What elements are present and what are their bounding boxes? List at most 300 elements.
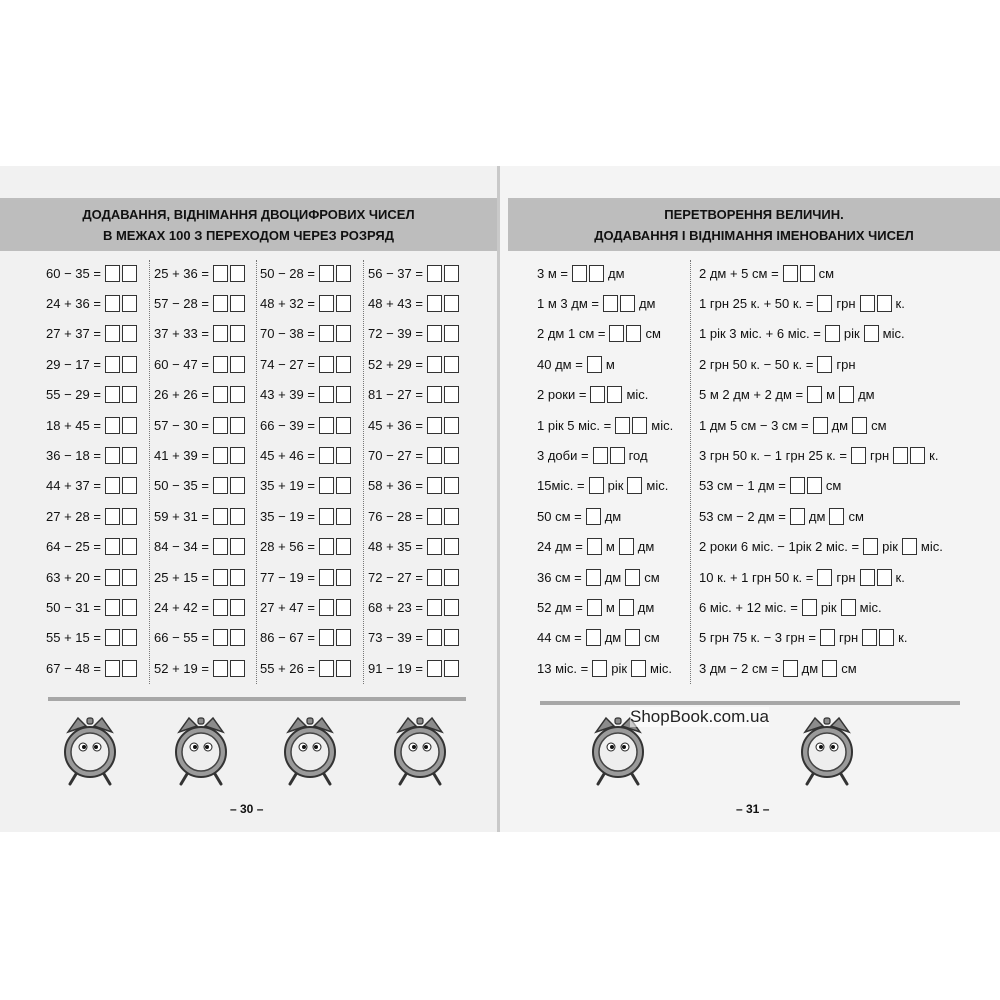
right-divider bbox=[540, 701, 960, 705]
answer-box[interactable] bbox=[319, 295, 334, 312]
answer-box[interactable] bbox=[813, 417, 828, 434]
exercise-row bbox=[46, 566, 137, 588]
answer-box[interactable] bbox=[620, 295, 635, 312]
exercise-text: дм bbox=[858, 387, 875, 403]
exercise-text: 35 − 19 = bbox=[260, 508, 315, 524]
answer-box[interactable] bbox=[444, 660, 459, 677]
answer-box[interactable] bbox=[105, 447, 120, 464]
exercise-text: см bbox=[644, 630, 660, 646]
answer-box[interactable] bbox=[122, 295, 137, 312]
answer-box[interactable] bbox=[427, 265, 442, 282]
exercise-row bbox=[368, 627, 459, 649]
answer-box[interactable] bbox=[230, 569, 245, 586]
exercise-text: 27 + 28 = bbox=[46, 508, 101, 524]
answer-box[interactable] bbox=[863, 538, 878, 555]
exercise-row bbox=[537, 444, 652, 466]
exercise-text: 52 дм = bbox=[537, 599, 583, 615]
exercise-text: 52 + 19 = bbox=[154, 660, 209, 676]
column-separator bbox=[690, 260, 691, 684]
exercise-text: 3 грн 50 к. − 1 грн 25 к. = bbox=[699, 447, 847, 463]
answer-box[interactable] bbox=[319, 569, 334, 586]
exercise-row bbox=[46, 657, 137, 679]
answer-box[interactable] bbox=[319, 386, 334, 403]
exercise-text: міс. bbox=[859, 599, 882, 615]
answer-box[interactable] bbox=[860, 569, 875, 586]
answer-box[interactable] bbox=[427, 386, 442, 403]
answer-box[interactable] bbox=[122, 569, 137, 586]
answer-box[interactable] bbox=[807, 477, 822, 494]
answer-box[interactable] bbox=[230, 265, 245, 282]
exercise-text: к. bbox=[929, 447, 939, 463]
answer-box[interactable] bbox=[336, 477, 351, 494]
answer-box[interactable] bbox=[319, 660, 334, 677]
exercise-text: 66 − 39 = bbox=[260, 417, 315, 433]
answer-box[interactable] bbox=[790, 477, 805, 494]
exercise-text: 48 + 35 = bbox=[368, 539, 423, 555]
answer-box[interactable] bbox=[319, 417, 334, 434]
answer-box[interactable] bbox=[230, 599, 245, 616]
exercise-row bbox=[46, 505, 137, 527]
answer-box[interactable] bbox=[230, 356, 245, 373]
answer-box[interactable] bbox=[864, 325, 879, 342]
answer-box[interactable] bbox=[607, 386, 622, 403]
answer-box[interactable] bbox=[587, 599, 602, 616]
exercise-text: дм bbox=[637, 539, 655, 555]
answer-box[interactable] bbox=[230, 417, 245, 434]
exercise-row bbox=[368, 292, 459, 314]
answer-box[interactable] bbox=[893, 447, 908, 464]
exercise-row bbox=[260, 444, 351, 466]
exercise-text: 50 см = bbox=[537, 508, 582, 524]
answer-box[interactable] bbox=[230, 660, 245, 677]
exercise-row bbox=[537, 323, 665, 345]
exercise-text: см bbox=[848, 508, 864, 524]
answer-box[interactable] bbox=[829, 508, 844, 525]
answer-box[interactable] bbox=[444, 538, 459, 555]
exercise-text: 15міс. = bbox=[537, 478, 585, 494]
left-page-title bbox=[0, 198, 497, 251]
exercise-text: грн bbox=[836, 356, 856, 372]
exercise-text: міс. bbox=[920, 539, 943, 555]
exercise-row bbox=[537, 292, 660, 314]
right-page bbox=[500, 166, 1000, 832]
answer-box[interactable] bbox=[336, 265, 351, 282]
answer-box[interactable] bbox=[230, 629, 245, 646]
answer-box[interactable] bbox=[230, 447, 245, 464]
answer-box[interactable] bbox=[122, 599, 137, 616]
answer-box[interactable] bbox=[213, 508, 228, 525]
answer-box[interactable] bbox=[122, 538, 137, 555]
answer-box[interactable] bbox=[105, 538, 120, 555]
answer-box[interactable] bbox=[427, 477, 442, 494]
answer-box[interactable] bbox=[825, 325, 840, 342]
answer-box[interactable] bbox=[122, 356, 137, 373]
answer-box[interactable] bbox=[105, 386, 120, 403]
answer-box[interactable] bbox=[336, 660, 351, 677]
exercise-row bbox=[154, 657, 245, 679]
exercise-row bbox=[260, 262, 351, 284]
exercise-text: 27 + 47 = bbox=[260, 599, 315, 615]
exercise-text: 70 − 38 = bbox=[260, 326, 315, 342]
answer-box[interactable] bbox=[627, 477, 642, 494]
answer-box[interactable] bbox=[319, 265, 334, 282]
answer-box[interactable] bbox=[841, 599, 856, 616]
answer-box[interactable] bbox=[632, 417, 647, 434]
answer-box[interactable] bbox=[319, 356, 334, 373]
answer-box[interactable] bbox=[427, 417, 442, 434]
answer-box[interactable] bbox=[807, 386, 822, 403]
exercise-text: 25 + 15 = bbox=[154, 569, 209, 585]
answer-box[interactable] bbox=[444, 265, 459, 282]
answer-box[interactable] bbox=[213, 629, 228, 646]
exercise-text: 13 міс. = bbox=[537, 660, 589, 676]
answer-box[interactable] bbox=[105, 295, 120, 312]
answer-box[interactable] bbox=[122, 265, 137, 282]
answer-box[interactable] bbox=[105, 629, 120, 646]
exercise-row bbox=[260, 384, 351, 406]
exercise-text: 53 см − 2 дм = bbox=[699, 508, 786, 524]
answer-box[interactable] bbox=[802, 599, 817, 616]
exercise-text: 2 роки = bbox=[537, 387, 587, 403]
left-page-number: – 30 – bbox=[230, 802, 264, 816]
exercise-row bbox=[154, 566, 245, 588]
answer-box[interactable] bbox=[105, 325, 120, 342]
answer-box[interactable] bbox=[319, 538, 334, 555]
exercise-text: м bbox=[826, 387, 836, 403]
exercise-row bbox=[368, 262, 459, 284]
answer-box[interactable] bbox=[319, 477, 334, 494]
exercise-row bbox=[154, 353, 245, 375]
answer-box[interactable] bbox=[820, 629, 835, 646]
exercise-text: 24 дм = bbox=[537, 539, 583, 555]
answer-box[interactable] bbox=[213, 538, 228, 555]
exercise-row bbox=[699, 414, 891, 436]
exercise-text: 60 − 35 = bbox=[46, 265, 101, 281]
answer-box[interactable] bbox=[427, 356, 442, 373]
answer-box[interactable] bbox=[122, 447, 137, 464]
exercise-row bbox=[537, 262, 629, 284]
answer-box[interactable] bbox=[336, 325, 351, 342]
answer-box[interactable] bbox=[593, 447, 608, 464]
answer-box[interactable] bbox=[213, 265, 228, 282]
exercise-row bbox=[46, 353, 137, 375]
answer-box[interactable] bbox=[444, 447, 459, 464]
exercise-row bbox=[368, 596, 459, 618]
answer-box[interactable] bbox=[586, 629, 601, 646]
column-separator bbox=[363, 260, 364, 684]
answer-box[interactable] bbox=[230, 295, 245, 312]
answer-box[interactable] bbox=[626, 325, 641, 342]
exercise-row bbox=[537, 353, 619, 375]
answer-box[interactable] bbox=[105, 265, 120, 282]
answer-box[interactable] bbox=[444, 295, 459, 312]
exercise-row bbox=[154, 262, 245, 284]
answer-box[interactable] bbox=[427, 569, 442, 586]
answer-box[interactable] bbox=[860, 295, 875, 312]
exercise-row bbox=[699, 505, 868, 527]
exercise-text: 50 − 35 = bbox=[154, 478, 209, 494]
exercise-text: 29 − 17 = bbox=[46, 356, 101, 372]
answer-box[interactable] bbox=[822, 660, 837, 677]
answer-box[interactable] bbox=[615, 417, 630, 434]
answer-box[interactable] bbox=[427, 325, 442, 342]
answer-box[interactable] bbox=[790, 508, 805, 525]
exercise-text: 1 рік 5 міс. = bbox=[537, 417, 612, 433]
answer-box[interactable] bbox=[336, 599, 351, 616]
exercise-row bbox=[368, 657, 459, 679]
answer-box[interactable] bbox=[336, 386, 351, 403]
answer-box[interactable] bbox=[230, 386, 245, 403]
exercise-row bbox=[46, 414, 137, 436]
answer-box[interactable] bbox=[444, 325, 459, 342]
answer-box[interactable] bbox=[319, 508, 334, 525]
answer-box[interactable] bbox=[230, 538, 245, 555]
exercise-text: 56 − 37 = bbox=[368, 265, 423, 281]
answer-box[interactable] bbox=[587, 538, 602, 555]
answer-box[interactable] bbox=[122, 660, 137, 677]
exercise-row bbox=[368, 414, 459, 436]
exercise-text: дм bbox=[831, 417, 849, 433]
answer-box[interactable] bbox=[122, 386, 137, 403]
exercise-text: 76 − 28 = bbox=[368, 508, 423, 524]
answer-box[interactable] bbox=[631, 660, 646, 677]
answer-box[interactable] bbox=[105, 569, 120, 586]
exercise-text: грн bbox=[836, 295, 856, 311]
answer-box[interactable] bbox=[319, 629, 334, 646]
answer-box[interactable] bbox=[589, 477, 604, 494]
answer-box[interactable] bbox=[336, 538, 351, 555]
answer-box[interactable] bbox=[336, 629, 351, 646]
exercise-row bbox=[537, 596, 658, 618]
answer-box[interactable] bbox=[230, 477, 245, 494]
answer-box[interactable] bbox=[122, 477, 137, 494]
answer-box[interactable] bbox=[572, 265, 587, 282]
exercise-row bbox=[537, 475, 672, 497]
answer-box[interactable] bbox=[619, 599, 634, 616]
exercise-text: см bbox=[841, 660, 857, 676]
exercise-row bbox=[260, 627, 351, 649]
answer-box[interactable] bbox=[105, 356, 120, 373]
answer-box[interactable] bbox=[213, 295, 228, 312]
answer-box[interactable] bbox=[105, 417, 120, 434]
answer-box[interactable] bbox=[783, 265, 798, 282]
answer-box[interactable] bbox=[336, 447, 351, 464]
exercise-text: 3 доби = bbox=[537, 447, 589, 463]
answer-box[interactable] bbox=[444, 417, 459, 434]
exercise-row bbox=[699, 292, 909, 314]
answer-box[interactable] bbox=[444, 356, 459, 373]
exercise-row bbox=[699, 262, 838, 284]
answer-box[interactable] bbox=[625, 629, 640, 646]
exercise-text: 36 − 18 = bbox=[46, 447, 101, 463]
exercise-row bbox=[699, 444, 942, 466]
exercise-text: рік bbox=[843, 326, 860, 342]
answer-box[interactable] bbox=[427, 508, 442, 525]
exercise-text: 43 + 39 = bbox=[260, 387, 315, 403]
column-separator bbox=[256, 260, 257, 684]
exercise-text: 57 − 30 = bbox=[154, 417, 209, 433]
exercise-text: см bbox=[645, 326, 661, 342]
answer-box[interactable] bbox=[586, 569, 601, 586]
answer-box[interactable] bbox=[817, 569, 832, 586]
answer-box[interactable] bbox=[319, 325, 334, 342]
answer-box[interactable] bbox=[105, 477, 120, 494]
exercise-row bbox=[368, 384, 459, 406]
exercise-text: 60 − 47 = bbox=[154, 356, 209, 372]
exercise-row bbox=[260, 566, 351, 588]
exercise-text: 24 + 42 = bbox=[154, 599, 209, 615]
answer-box[interactable] bbox=[336, 295, 351, 312]
answer-box[interactable] bbox=[587, 356, 602, 373]
right-page-number: – 31 – bbox=[736, 802, 770, 816]
exercise-text: 53 см − 1 дм = bbox=[699, 478, 786, 494]
answer-box[interactable] bbox=[213, 660, 228, 677]
exercise-row bbox=[260, 475, 351, 497]
answer-box[interactable] bbox=[603, 295, 618, 312]
answer-box[interactable] bbox=[336, 417, 351, 434]
exercise-row bbox=[260, 596, 351, 618]
answer-box[interactable] bbox=[122, 417, 137, 434]
answer-box[interactable] bbox=[851, 447, 866, 464]
exercise-row bbox=[46, 596, 137, 618]
answer-box[interactable] bbox=[105, 508, 120, 525]
answer-box[interactable] bbox=[122, 508, 137, 525]
exercise-row bbox=[154, 292, 245, 314]
exercise-text: грн bbox=[839, 630, 859, 646]
answer-box[interactable] bbox=[427, 660, 442, 677]
exercise-row bbox=[46, 292, 137, 314]
answer-box[interactable] bbox=[839, 386, 854, 403]
answer-box[interactable] bbox=[213, 599, 228, 616]
answer-box[interactable] bbox=[427, 295, 442, 312]
exercise-text: 72 − 27 = bbox=[368, 569, 423, 585]
answer-box[interactable] bbox=[444, 629, 459, 646]
exercise-row bbox=[154, 323, 245, 345]
answer-box[interactable] bbox=[336, 356, 351, 373]
answer-box[interactable] bbox=[877, 295, 892, 312]
exercise-row bbox=[537, 657, 676, 679]
exercise-text: 27 + 37 = bbox=[46, 326, 101, 342]
answer-box[interactable] bbox=[610, 447, 625, 464]
answer-box[interactable] bbox=[427, 447, 442, 464]
answer-box[interactable] bbox=[592, 660, 607, 677]
answer-box[interactable] bbox=[589, 265, 604, 282]
answer-box[interactable] bbox=[122, 325, 137, 342]
exercise-row bbox=[154, 414, 245, 436]
exercise-row bbox=[537, 384, 652, 406]
answer-box[interactable] bbox=[213, 386, 228, 403]
exercise-text: 91 − 19 = bbox=[368, 660, 423, 676]
exercise-row bbox=[368, 566, 459, 588]
exercise-row bbox=[260, 323, 351, 345]
answer-box[interactable] bbox=[427, 629, 442, 646]
exercise-text: 25 + 36 = bbox=[154, 265, 209, 281]
answer-box[interactable] bbox=[213, 417, 228, 434]
exercise-text: міс. bbox=[626, 387, 649, 403]
answer-box[interactable] bbox=[444, 569, 459, 586]
answer-box[interactable] bbox=[319, 447, 334, 464]
answer-box[interactable] bbox=[444, 599, 459, 616]
answer-box[interactable] bbox=[230, 325, 245, 342]
answer-box[interactable] bbox=[619, 538, 634, 555]
exercise-text: см bbox=[871, 417, 887, 433]
answer-box[interactable] bbox=[336, 569, 351, 586]
answer-box[interactable] bbox=[213, 325, 228, 342]
exercise-row bbox=[154, 596, 245, 618]
answer-box[interactable] bbox=[427, 538, 442, 555]
exercise-text: рік bbox=[611, 660, 628, 676]
exercise-text: 66 − 55 = bbox=[154, 630, 209, 646]
alarm-clock-icon bbox=[60, 714, 120, 786]
exercise-row bbox=[260, 536, 351, 558]
answer-box[interactable] bbox=[910, 447, 925, 464]
exercise-row bbox=[699, 323, 909, 345]
exercise-text: 86 − 67 = bbox=[260, 630, 315, 646]
answer-box[interactable] bbox=[213, 569, 228, 586]
exercise-row bbox=[537, 536, 658, 558]
exercise-text: 58 + 36 = bbox=[368, 478, 423, 494]
answer-box[interactable] bbox=[427, 599, 442, 616]
exercise-row bbox=[46, 323, 137, 345]
exercise-text: 63 + 20 = bbox=[46, 569, 101, 585]
exercise-row bbox=[537, 505, 625, 527]
exercise-row bbox=[699, 627, 911, 649]
answer-box[interactable] bbox=[800, 265, 815, 282]
answer-box[interactable] bbox=[877, 569, 892, 586]
answer-box[interactable] bbox=[586, 508, 601, 525]
answer-box[interactable] bbox=[609, 325, 624, 342]
answer-box[interactable] bbox=[230, 508, 245, 525]
exercise-text: 2 дм + 5 см = bbox=[699, 265, 779, 281]
answer-box[interactable] bbox=[862, 629, 877, 646]
answer-box[interactable] bbox=[444, 386, 459, 403]
answer-box[interactable] bbox=[336, 508, 351, 525]
answer-box[interactable] bbox=[444, 477, 459, 494]
exercise-text: 10 к. + 1 грн 50 к. = bbox=[699, 569, 814, 585]
answer-box[interactable] bbox=[902, 538, 917, 555]
exercise-row bbox=[260, 505, 351, 527]
answer-box[interactable] bbox=[444, 508, 459, 525]
answer-box[interactable] bbox=[213, 447, 228, 464]
answer-box[interactable] bbox=[319, 599, 334, 616]
answer-box[interactable] bbox=[817, 295, 832, 312]
exercise-text: 57 − 28 = bbox=[154, 295, 209, 311]
exercise-text: 24 + 36 = bbox=[46, 295, 101, 311]
answer-box[interactable] bbox=[879, 629, 894, 646]
answer-box[interactable] bbox=[783, 660, 798, 677]
answer-box[interactable] bbox=[105, 599, 120, 616]
answer-box[interactable] bbox=[122, 629, 137, 646]
exercise-row bbox=[154, 475, 245, 497]
right-page-title bbox=[508, 198, 1000, 251]
answer-box[interactable] bbox=[213, 477, 228, 494]
answer-box[interactable] bbox=[625, 569, 640, 586]
exercise-text: 35 + 19 = bbox=[260, 478, 315, 494]
exercise-text: 77 − 19 = bbox=[260, 569, 315, 585]
answer-box[interactable] bbox=[817, 356, 832, 373]
exercise-row bbox=[537, 627, 664, 649]
answer-box[interactable] bbox=[105, 660, 120, 677]
exercise-text: 1 грн 25 к. + 50 к. = bbox=[699, 295, 814, 311]
answer-box[interactable] bbox=[852, 417, 867, 434]
exercise-row bbox=[154, 505, 245, 527]
exercise-text: дм bbox=[604, 508, 622, 524]
exercise-text: 55 + 26 = bbox=[260, 660, 315, 676]
answer-box[interactable] bbox=[590, 386, 605, 403]
exercise-text: 37 + 33 = bbox=[154, 326, 209, 342]
answer-box[interactable] bbox=[213, 356, 228, 373]
exercise-row bbox=[260, 292, 351, 314]
